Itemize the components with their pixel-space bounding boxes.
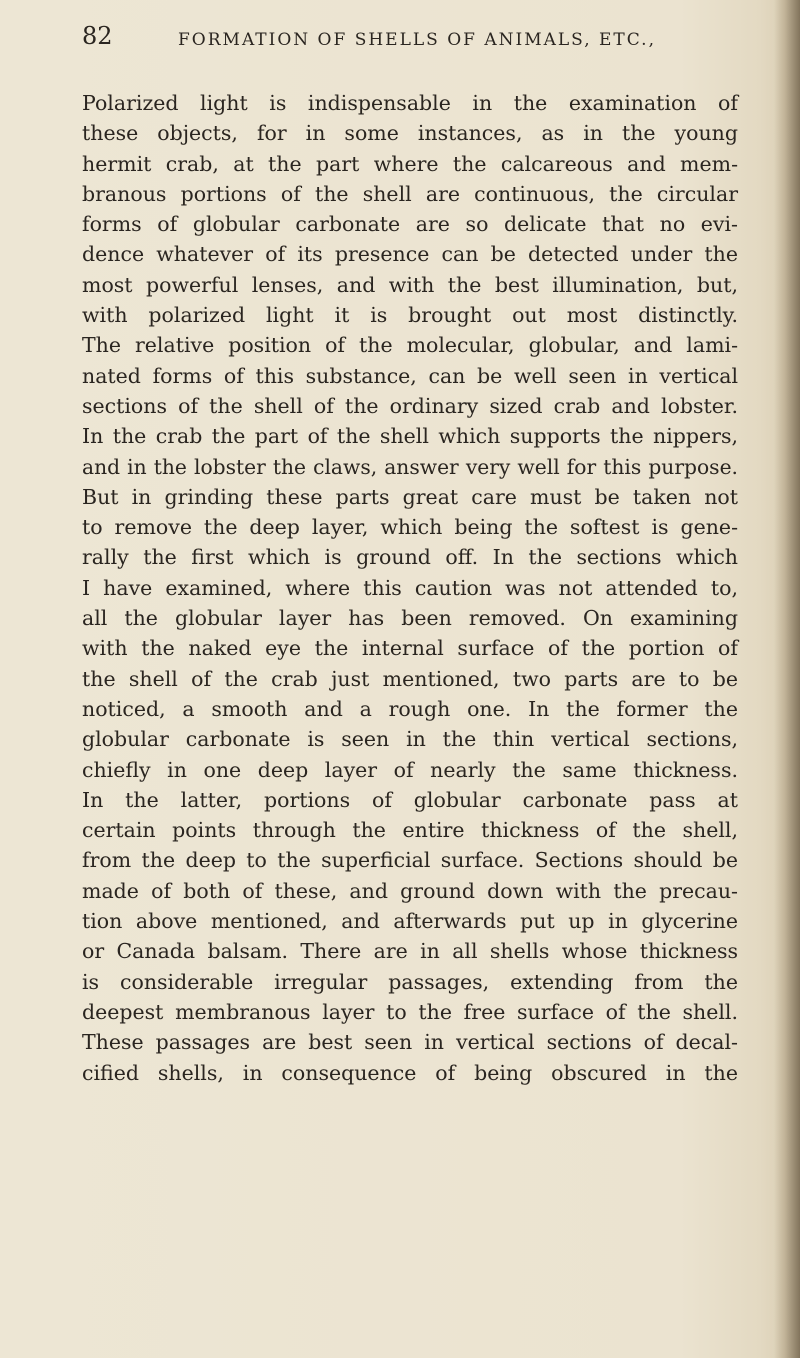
text-line: In the crab the part of the shell which supports the nippers,: [82, 424, 738, 449]
page-gutter-shadow: [774, 0, 800, 1358]
text-line: rally the first which is ground off. In the sections which: [82, 545, 738, 570]
text-line: with polarized light it is brought out most distinctly.: [82, 303, 738, 328]
text-line: with the naked eye the internal surface of the portion of: [82, 636, 738, 661]
text-line: most powerful lenses, and with the best illumination, but,: [82, 272, 738, 297]
text-line: certain points through the entire thickness of the shell,: [82, 818, 738, 843]
text-line: The relative position of the molecular, globular, and lami-: [82, 333, 738, 358]
text-line: noticed, a smooth and a rough one. In the former the: [82, 696, 738, 721]
text-line: all the globular layer has been removed. On examining: [82, 606, 738, 631]
text-line: from the deep to the superficial surface. Sections should be: [82, 848, 738, 873]
text-line: branous portions of the shell are continuous, the circular: [82, 181, 738, 206]
text-line: These passages are best seen in vertical sections of decal-: [82, 1030, 738, 1055]
text-line: chiefly in one deep layer of nearly the same thickness.: [82, 757, 738, 782]
text-line: In the latter, portions of globular carbonate pass at: [82, 787, 738, 812]
text-line: globular carbonate is seen in the thin vertical sections,: [82, 727, 738, 752]
text-line: made of both of these, and ground down with the precau-: [82, 878, 738, 903]
text-line: cified shells, in consequence of being obscured in the: [82, 1060, 738, 1085]
page-number: 82: [82, 22, 113, 50]
text-line: is considerable irregular passages, extending from the: [82, 969, 738, 994]
text-line: But in grinding these parts great care must be taken not: [82, 484, 738, 509]
body-text: [82, 88, 738, 1088]
text-line: forms of globular carbonate are so delicate that no evi-: [82, 212, 738, 237]
text-line: nated forms of this substance, can be well seen in vertical: [82, 363, 738, 388]
text-line: tion above mentioned, and afterwards put up in glycerine: [82, 909, 738, 934]
text-line: dence whatever of its presence can be detected under the: [82, 242, 738, 267]
text-line: to remove the deep layer, which being the softest is gene-: [82, 515, 738, 540]
running-head: FORMATION OF SHELLS OF ANIMALS, ETC.,: [178, 30, 656, 50]
text-line: hermit crab, at the part where the calcareous and mem-: [82, 151, 738, 176]
text-line: deepest membranous layer to the free surface of the shell.: [82, 999, 738, 1024]
text-line: the shell of the crab just mentioned, two parts are to be: [82, 666, 738, 691]
text-line: or Canada balsam. There are in all shells whose thickness: [82, 939, 738, 964]
text-line: I have examined, where this caution was not attended to,: [82, 575, 738, 600]
text-line: these objects, for in some instances, as in the young: [82, 121, 738, 146]
text-line: Polarized light is indispensable in the examination of: [82, 91, 738, 115]
text-line: and in the lobster the claws, answer very well for this purpose.: [82, 454, 738, 479]
text-line: sections of the shell of the ordinary sized crab and lobster.: [82, 393, 738, 418]
